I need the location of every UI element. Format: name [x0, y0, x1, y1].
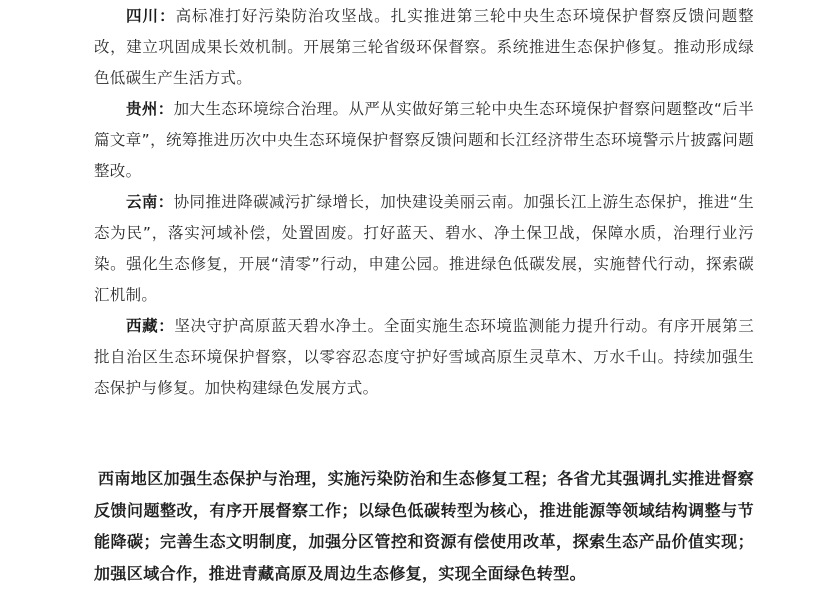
paragraph-sichuan	[94, 1, 754, 94]
paragraph-yunnan	[94, 187, 754, 311]
province-name-xizang: 西藏：	[126, 317, 175, 335]
summary-paragraph: 西南地区加强生态保护与治理，实施污染防治和生态修复工程；各省尤其强调扎实推进督察反馈问题整改，有序开展督察工作；以绿色低碳转型为核心，推进能源等领域结构调整与节能降碳；完善生态文明制度，加强分区管控和资源有偿使用改革，探索生态产品价值实现；加强区域合作，推进青藏高原及周边生态修复，实现全面绿色转型。	[94, 469, 755, 583]
province-name-guizhou: 贵州：	[126, 100, 174, 118]
paragraph-text-sichuan: 高标准打好污染防治攻坚战。扎实推进第三轮中央生态环境保护督察反馈问题整改，建立巩固成果长效机制。开展第三轮省级环保督察。系统推进生态保护修复。推动形成绿色低碳生产生活方式。	[94, 7, 754, 87]
province-name-yunnan: 云南：	[126, 193, 174, 211]
paragraph-text-xizang: 坚决守护高原蓝天碧水净土。全面实施生态环境监测能力提升行动。有序开展第三批自治区生态环境保护督察，以零容忍态度守护好雪域高原生灵草木、万水千山。持续加强生态保护与修复。加快构建绿色发展方式。	[94, 317, 754, 397]
paragraph-text-guizhou: 加大生态环境综合治理。从严从实做好第三轮中央生态环境保护督察问题整改“后半篇文章”，统筹推进历次中央生态环境保护督察反馈问题和长江经济带生态环境警示片披露问题整改。	[94, 100, 754, 180]
province-name-sichuan: 四川：	[126, 7, 176, 25]
paragraph-guizhou	[94, 94, 754, 187]
paragraph-text-yunnan: 协同推进降碳减污扩绿增长，加快建设美丽云南。加强长江上游生态保护，推进“生态为民”，落实河域补偿，处置固废。打好蓝天、碧水、净土保卫战，保障水质，治理行业污染。强化生态修复，开展“清零”行动，申建公园。推进绿色低碳发展，实施替代行动，探索碳汇机制。	[94, 193, 754, 304]
article-body	[94, 0, 754, 404]
paragraph-xizang	[94, 311, 754, 404]
